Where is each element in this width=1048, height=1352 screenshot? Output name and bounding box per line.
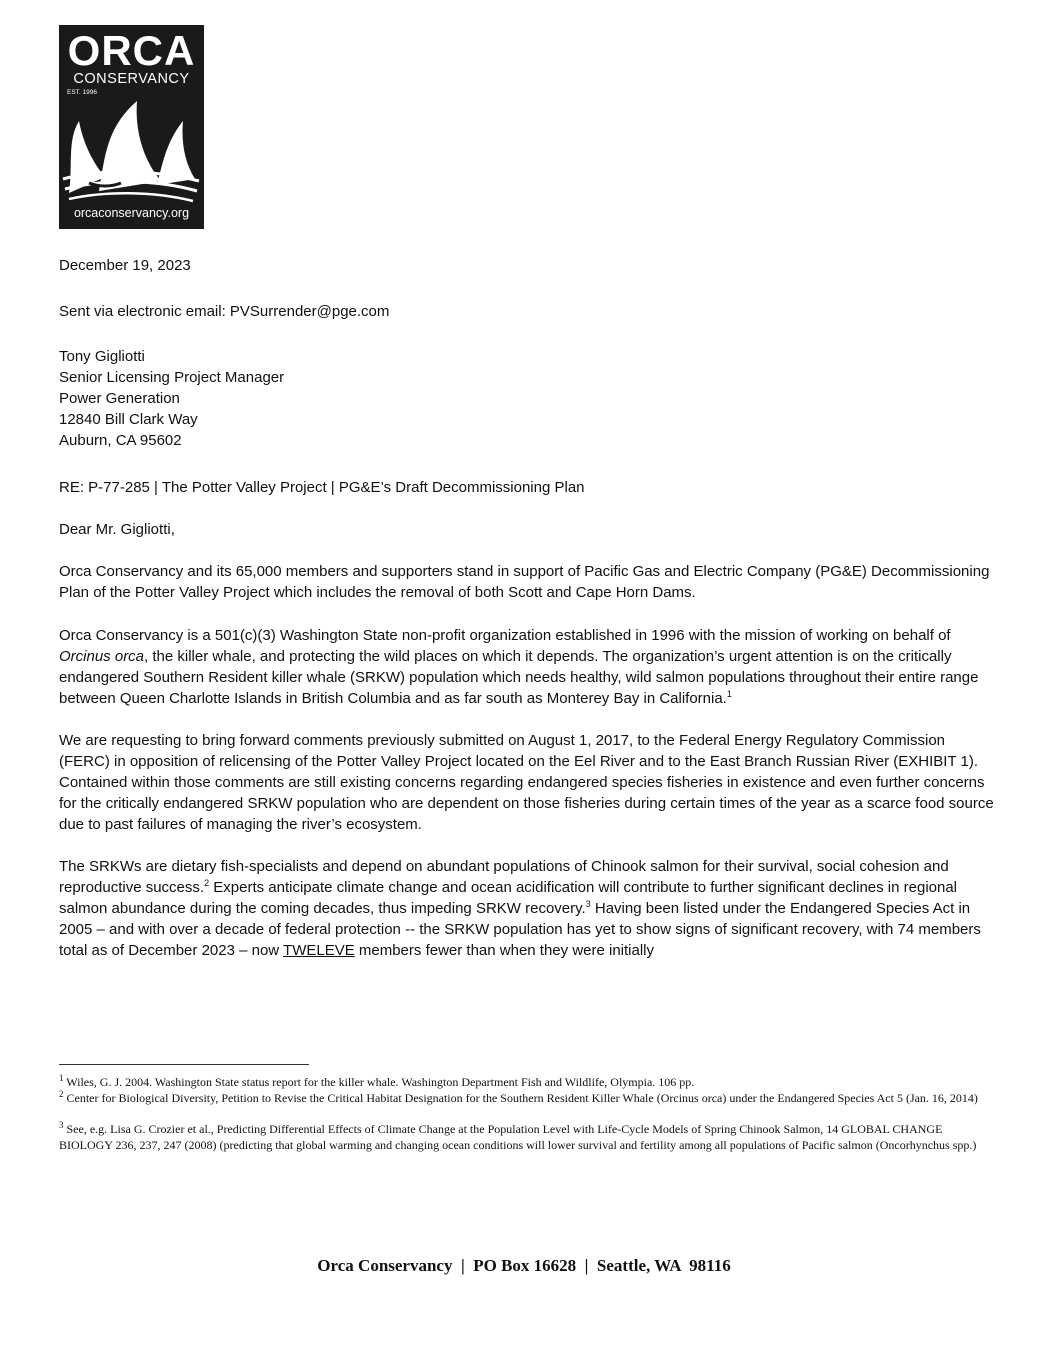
recipient-city: Auburn, CA 95602 bbox=[59, 432, 182, 449]
recipient-title: Senior Licensing Project Manager bbox=[59, 369, 285, 386]
recipient-name: Tony Gigliotti bbox=[59, 348, 145, 365]
page-footer: Orca Conservancy | PO Box 16628 | Seattle, WA 98116 bbox=[317, 1256, 731, 1275]
recipient-org: Power Generation bbox=[59, 390, 180, 407]
salutation: Dear Mr. Gigliotti, bbox=[59, 521, 175, 538]
recipient-address bbox=[59, 346, 999, 451]
paragraph-3: We are requesting to bring forward comments previously submitted on August 1, 2017, to the Federal Energy Regulatory Commission (FERC) in opposition of relicensing of the Potter Valley Project located on the Eel River and to the East Branch Russian River (EXHIBIT 1). Contained within those comments are still existing concerns regarding endangered species fisheries in existence and even further concerns for the critically endangered SRKW population who are dependent on those fisheries during certain times of the year as a scarce food source due to past failures of managing the river’s ecosystem. bbox=[59, 732, 994, 833]
paragraph-1: Orca Conservancy and its 65,000 members and supporters stand in support of Pacific Gas and Electric Company (PG&E) Decommissioning Plan of the Potter Valley Project which includes the removal of both Scott and Cape Horn Dams. bbox=[59, 563, 990, 601]
footnote-ref-1: 1 bbox=[726, 689, 732, 699]
p4-text-c: Having been listed under the Endangered Species Act in 2005 – and with over a decade of federal protection -- the SRKW population has yet to show signs of significant recovery, with 74 members total as of December 2023 – now bbox=[59, 900, 981, 959]
re-line: RE: P-77-285 | The Potter Valley Project | PG&E’s Draft Decommissioning Plan bbox=[59, 479, 585, 496]
p2-italic: Orcinus orca bbox=[59, 648, 145, 665]
p4-underline: TWELEVE bbox=[283, 942, 355, 959]
footnote-1 bbox=[59, 1075, 979, 1091]
footnote-2-num: 2 bbox=[59, 1089, 64, 1099]
paragraph-2 bbox=[59, 625, 999, 709]
logo-est: EST. 1996 bbox=[67, 89, 97, 96]
logo-subtitle: CONSERVANCY bbox=[73, 71, 190, 87]
recipient-street: 12840 Bill Clark Way bbox=[59, 411, 198, 428]
sent-via-line: Sent via electronic email: PVSurrender@pge.com bbox=[59, 303, 390, 320]
footnote-3-text: See, e.g. Lisa G. Crozier et al., Predicting Differential Effects of Climate Change at the Population Level with Life-Cycle Models of Spring Chinook Salmon, 14 GLOBAL CHANGE BIOLOGY 236, 237, 247 (2008) (predicting that global warming and changing ocean conditions will lower survival and fertility among all populations of Pacific salmon (Oncorhynchus spp.) bbox=[59, 1122, 977, 1152]
orca-conservancy-logo bbox=[59, 25, 204, 229]
footnote-3-num: 3 bbox=[59, 1120, 64, 1130]
footnote-divider bbox=[59, 1064, 309, 1065]
footnote-1-text: Wiles, G. J. 2004. Washington State status report for the killer whale. Washington Department Fish and Wildlife, Olympia. 106 pp. bbox=[63, 1075, 695, 1089]
footnote-3 bbox=[59, 1122, 979, 1153]
p2-text-a: Orca Conservancy is a 501(c)(3) Washington State non-profit organization established in 1996 with the mission of working on behalf of bbox=[59, 627, 951, 644]
p4-text-d: members fewer than when they were initially bbox=[354, 942, 655, 959]
footnote-1-num: 1 bbox=[59, 1073, 64, 1083]
letter-date: December 19, 2023 bbox=[59, 257, 191, 274]
orca-fins-icon bbox=[59, 93, 204, 205]
footnote-ref-3: 3 bbox=[585, 899, 591, 909]
footnote-ref-2: 2 bbox=[204, 878, 210, 888]
logo-title: ORCA bbox=[67, 27, 196, 74]
logo-url: orcaconservancy.org bbox=[73, 206, 190, 220]
p4-text-a: The SRKWs are dietary fish-specialists and depend on abundant populations of Chinook salmon for their survival, social cohesion and reproductive success. bbox=[59, 858, 949, 896]
footnote-2 bbox=[59, 1091, 979, 1107]
footnote-2-text: Center for Biological Diversity, Petition to Revise the Critical Habitat Designation for the Southern Resident Killer Whale (Orcinus orca) under the Endangered Species Act 5 (Jan. 16, 2014) bbox=[63, 1091, 978, 1105]
paragraph-4 bbox=[59, 856, 999, 961]
p2-text-b: , the killer whale, and protecting the wild places on which it depends. The organization’s urgent attention is on the critically endangered Southern Resident killer whale (SRKW) population which needs healthy, wild salmon populations throughout their entire range between Queen Charlotte Islands in British Columbia and as far south as Monterey Bay in California. bbox=[59, 648, 979, 707]
p4-text-b: Experts anticipate climate change and ocean acidification will contribute to further significant declines in regional salmon abundance during the coming decades, thus impeding SRKW recovery. bbox=[59, 879, 958, 917]
